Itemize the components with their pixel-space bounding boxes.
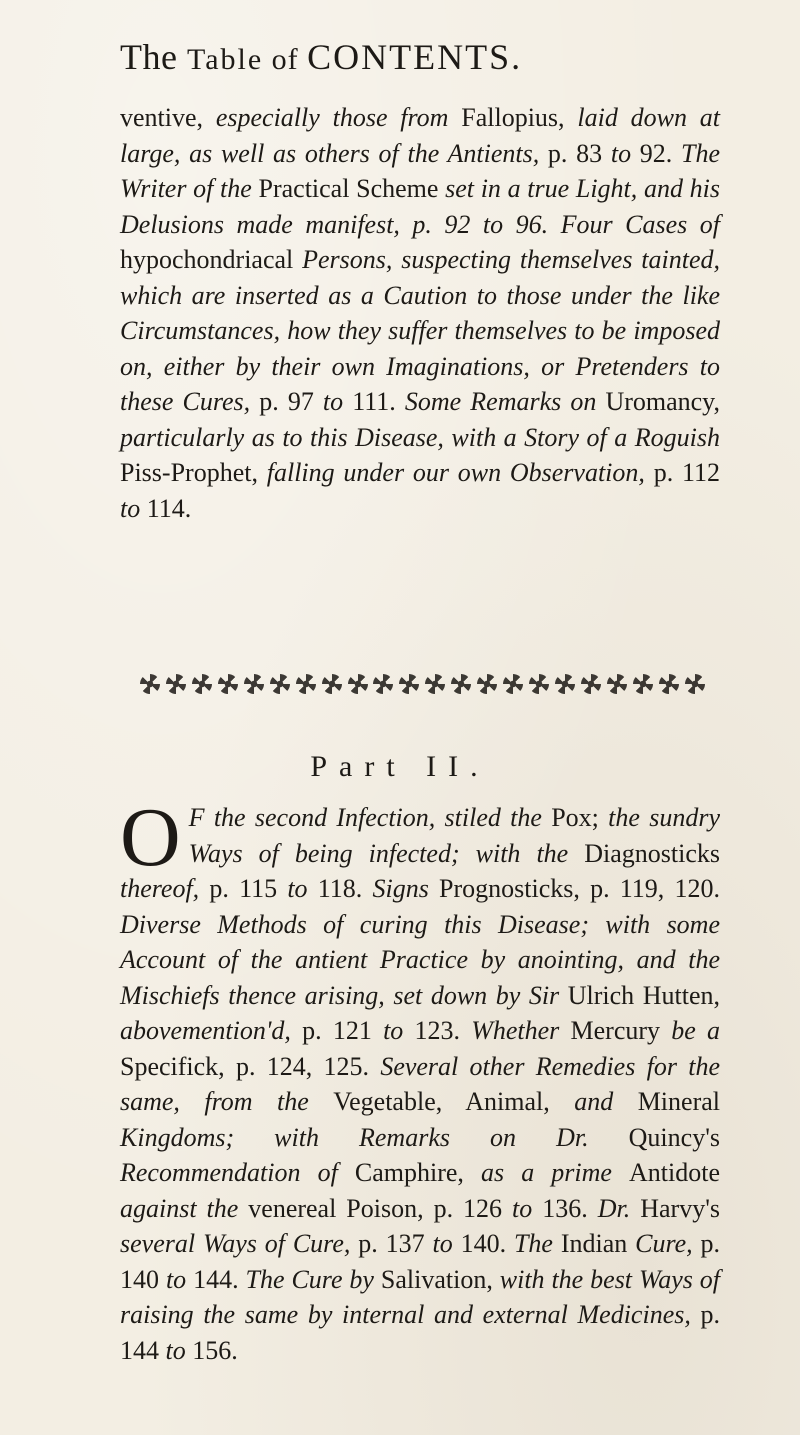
flower-ornament-icon [503,674,523,694]
text-run: ventive, [120,103,216,132]
text-run: The [513,1229,561,1258]
running-head-table: Table [186,43,264,76]
text-run: to [432,1229,461,1258]
text-run: Camphire, [354,1158,481,1187]
text-run: Prognosticks, p. 119, 120. [439,874,720,903]
text-run: Specifick, p. 124, 125. [120,1051,381,1081]
text-run: 156. [192,1335,238,1365]
flower-ornament-icon [322,674,342,694]
text-run: Recommendation of [120,1158,355,1187]
text-run: hypochondriacal [120,245,303,274]
text-run: several Ways of Cure, [120,1229,359,1258]
text-run: Quincy's [628,1122,720,1152]
text-run: Harvy's [640,1193,720,1223]
text-run: to [383,1016,415,1045]
flower-ornament-icon [348,674,368,694]
text-run: Salivation, [380,1264,500,1294]
flower-ornament-icon [140,674,160,694]
flower-ornament-icon [451,674,471,694]
text-run: Mineral [637,1087,720,1116]
text-run: Persons, suspecting themselves tainted, which are inserted as a Caution to those under the like Circumstances, how they suffer themselves to be imposed on, either by their own Imaginations, or Pretenders to these Cures, [120,245,720,416]
flower-ornament-icon [296,674,316,694]
text-run: p. 144 [120,1300,720,1365]
text-run: Pox; [551,803,609,832]
text-run: set in a true Light, and his Delusions made manifest, p. 92 to 96. Four Cases of [120,174,720,239]
text-run: laid down at large, as well as others of the Antients, [120,103,721,168]
text-run: to [610,138,640,168]
text-run: as a prime [481,1158,630,1187]
flower-ornament-icon [659,674,679,694]
text-run: to [322,387,353,416]
text-run: Ulrich Hutten, [567,980,721,1010]
text-run: Antidote [629,1158,721,1187]
text-run: p. 137 [358,1229,433,1258]
text-run: Fallopius, [461,103,578,132]
text-run: The Writer of the [120,138,721,203]
drop-cap: O [120,791,181,884]
text-run: be a [671,1016,721,1045]
text-run: 114. [146,493,192,523]
text-run: 118. [317,874,373,903]
text-run: The Cure by [245,1264,381,1294]
text-run: Signs [372,874,440,903]
contents-part-two [120,791,721,1368]
flower-ornament-icon [373,674,393,694]
text-run: to [165,1335,193,1365]
flower-ornament-icon [425,674,445,694]
text-run: to [287,874,318,903]
text-run: Diverse Methods of curing this Disease; with some Account of the antient Practice by anointing, and the Mischiefs thence arising, set down by Sir [120,909,720,1010]
text-run: Whether [471,1016,571,1045]
text-run: abovemention'd, [120,1016,303,1045]
text-run: Kingdoms; with Remarks on Dr. [120,1122,629,1152]
flower-ornament-icon [477,674,497,694]
text-run: 136. [542,1193,598,1223]
text-run: p. 97 [259,387,323,416]
text-run: 123. [414,1016,472,1045]
text-run: p. 115 [209,874,288,903]
text-run: p. 112 [653,458,720,487]
text-run: to [512,1193,543,1223]
text-run: venereal Poison, p. 126 [248,1193,513,1223]
flower-ornament-icon [244,674,264,694]
running-head-of: of [263,43,308,76]
text-run: Practical Scheme [258,174,446,203]
text-run: 140. [460,1229,514,1258]
text-run: Dr. [597,1193,641,1223]
decorative-ornament-band [140,664,705,704]
flower-ornament-icon [607,674,627,694]
text-run: Piss-Prophet, [120,458,267,487]
text-run: falling under our own Observation, [266,458,654,487]
text-run: particularly as to this Disease, with a Story of a Roguish [120,422,720,452]
running-head-contents: CONTENTS. [307,37,523,77]
text-run: and [574,1087,638,1116]
flower-ornament-icon [555,674,575,694]
text-run: F the second Infection, stiled the [188,803,552,832]
text-run: Indian [560,1229,636,1258]
text-run: to [165,1264,194,1294]
running-head-the: The [120,37,187,77]
flower-ornament-icon [529,674,549,694]
text-run: Some Remarks on [404,387,606,416]
text-run: Mercury [570,1016,672,1045]
text-run: to [120,493,147,523]
part-two-heading: Part II. [310,750,490,783]
flower-ornament-icon [270,674,290,694]
text-run: p. 140 [120,1229,721,1294]
text-run: Diagnosticks [584,838,720,868]
flower-ornament-icon [581,674,601,694]
text-run: 92. [639,138,682,168]
text-run: Vegetable, Animal, [333,1087,575,1116]
flower-ornament-icon [399,674,419,694]
text-run: with the best Ways of raising the same by internal and external Medicines, [120,1264,721,1329]
text-run: against the [120,1193,249,1223]
contents-part-one-continued [120,100,720,526]
text-run: the sundry Ways of being infected; with the [188,803,720,868]
flower-ornament-icon [192,674,212,694]
flower-ornament-icon [166,674,186,694]
text-run: p. 83 [547,138,611,168]
text-run: especially those from [215,103,462,132]
flower-ornament-icon [633,674,653,694]
text-run: p. 121 [302,1016,384,1045]
flower-ornament-icon [218,674,238,694]
text-run: Cure, [635,1229,701,1258]
flower-ornament-icon [685,674,705,694]
text-run: Uromancy, [605,387,720,416]
text-run: 111. [352,387,405,416]
text-run: 144. [193,1264,246,1294]
text-run: Several other Remedies for the same, from the [120,1051,720,1116]
text-run: thereof, [120,874,210,903]
running-head [120,36,680,78]
